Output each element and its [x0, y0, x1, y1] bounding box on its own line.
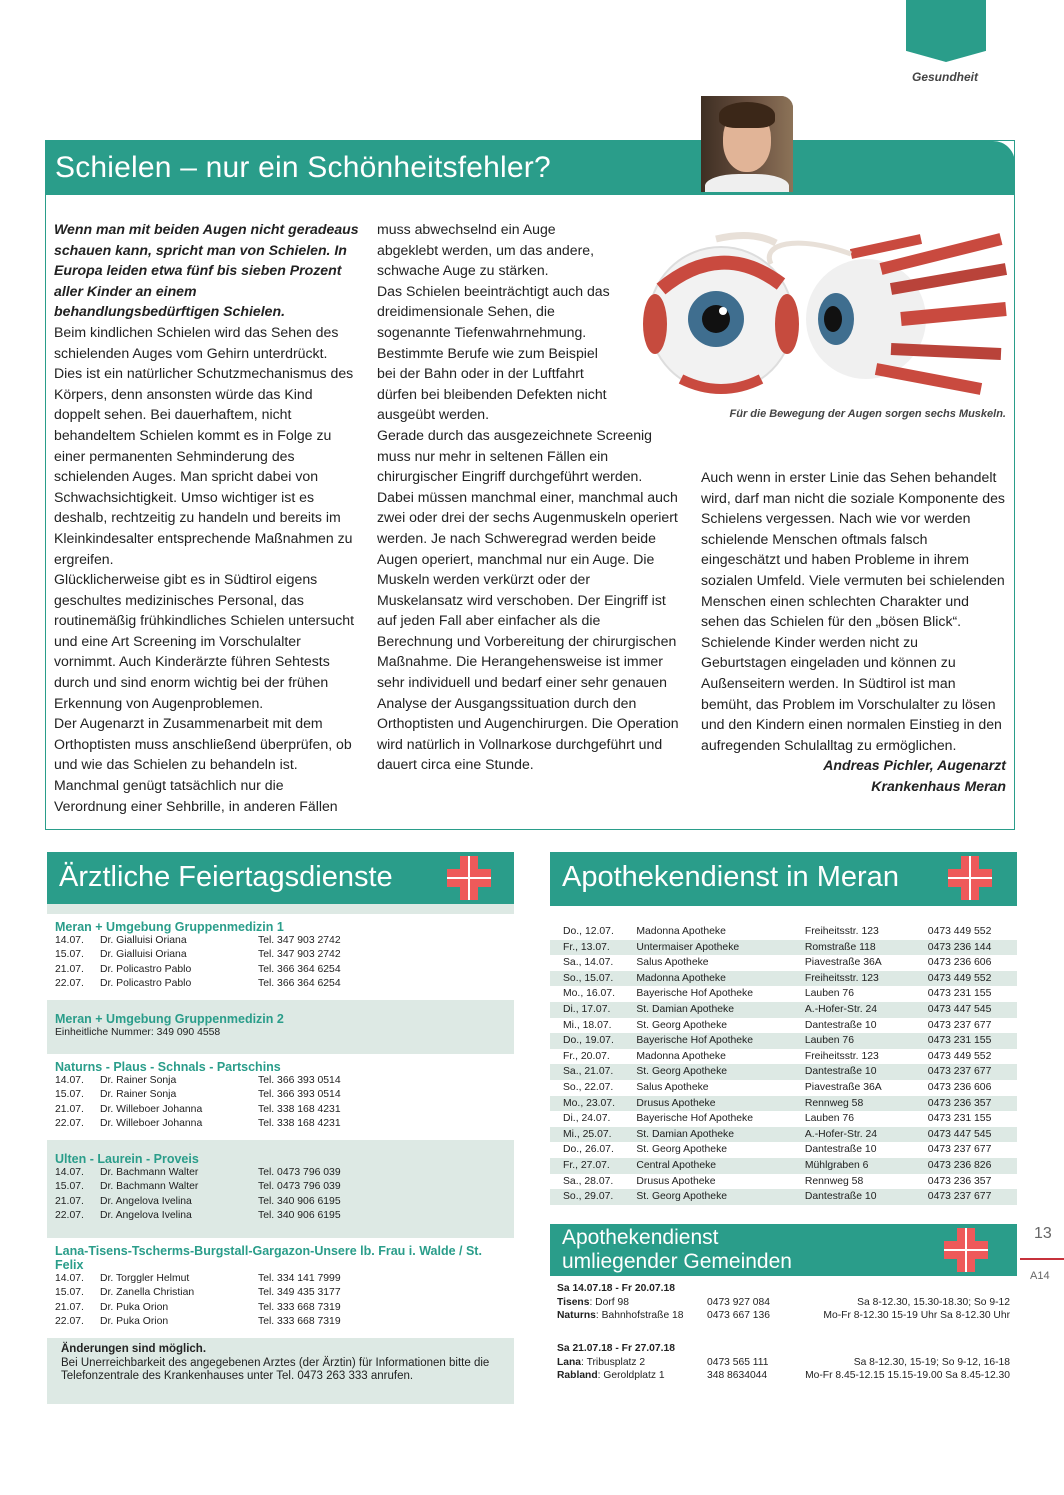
pharmacy-name: Drusus Apotheke: [636, 1097, 716, 1109]
phone: 0473 447 545: [927, 1128, 992, 1140]
phone: 0473 237 677: [927, 1191, 992, 1203]
doctor-group-title: Lana-Tisens-Tscherms-Burgstall-Gargazon-Unsere lb. Frau i. Walde / St. Felix: [55, 1244, 482, 1272]
date: Do., 12.07.: [563, 926, 614, 937]
date: 14.07.: [55, 1167, 84, 1178]
nearby-row: [557, 1309, 1010, 1323]
pharmacy-name: St. Georg Apotheke: [636, 1144, 728, 1156]
section-tab: [906, 0, 986, 62]
nearby-block: [550, 1342, 1017, 1383]
date: Sa., 21.07.: [563, 1066, 614, 1078]
phone: Tel. 366 364 6254: [258, 963, 341, 975]
doctor-group-title: Ulten - Laurein - Proveis: [55, 1152, 199, 1166]
nearby-title: [562, 1226, 792, 1274]
footer-title: Änderungen sind möglich.: [61, 1343, 207, 1355]
doctors-header: [47, 852, 514, 904]
phone: 0473 449 552: [927, 926, 992, 937]
town: Tisens: [557, 1296, 590, 1308]
phone: 0473 231 155: [927, 988, 992, 1000]
author-name: Andreas Pichler, Augenarzt: [823, 757, 1006, 774]
doctors-box: [47, 852, 514, 1404]
date: 15.07.: [55, 1181, 84, 1193]
town: Lana: [557, 1356, 582, 1368]
doctor-name: Dr. Gialluisi Oriana: [100, 949, 187, 961]
hours: Sa 8-12.30, 15.30-18.30; So 9-12: [857, 1296, 1010, 1308]
doctor-row: [55, 1088, 506, 1102]
pharmacy-row: [550, 1002, 1017, 1018]
date: 22.07.: [55, 1316, 84, 1328]
pharmacy-row: [550, 1158, 1017, 1174]
phone: 0473 927 084: [707, 1296, 770, 1308]
hours: Mo-Fr 8.45-12.15 15.15-19.00 Sa 8.45-12.30: [805, 1370, 1010, 1381]
date: 21.07.: [55, 1103, 84, 1115]
page-subnumber: A14: [1030, 1270, 1050, 1282]
location: [557, 1369, 707, 1383]
pharmacy-row: [550, 1189, 1017, 1205]
doctor-group: [47, 1146, 514, 1232]
phone: 0473 667 136: [707, 1310, 770, 1321]
phone: 0473 236 144: [927, 941, 992, 953]
doctor-name: Dr. Rainer Sonja: [100, 1089, 177, 1101]
address: Lauben 76: [804, 988, 854, 1000]
date: 21.07.: [55, 1301, 84, 1313]
pharmacy-header: [550, 852, 1017, 906]
doctor-row: [55, 1074, 506, 1088]
pharmacy-row: [550, 1018, 1017, 1034]
address: A.-Hofer-Str. 24: [804, 1128, 878, 1140]
pharmacy-title: Apothekendienst in Meran: [562, 861, 899, 893]
phone: 0473 449 552: [927, 972, 992, 984]
doctor-name: Dr. Policastro Pablo: [100, 963, 192, 975]
date: 14.07.: [55, 1273, 84, 1284]
phone: 0473 449 552: [927, 1050, 992, 1062]
doctor-row: [55, 1301, 506, 1315]
page-number: 13: [1034, 1225, 1052, 1242]
image-caption: Für die Bewegung der Augen sorgen sechs Muskeln.: [729, 408, 1006, 420]
footer-text: Bei Unerreichbarkeit des angegebenen Arztes (der Ärztin) für Informationen bitte die Telefonzentrale des Krankenhauses unter Tel. 0473 263 333 anrufen.: [61, 1356, 490, 1382]
doctor-row: [55, 1117, 506, 1131]
doctor-row: [55, 1286, 506, 1300]
pharmacy-row: [550, 986, 1017, 1002]
cross-icon: [447, 856, 491, 900]
address: Piavestraße 36A: [804, 957, 882, 969]
date: Mo., 16.07.: [563, 988, 615, 1000]
pharmacy-row: [550, 1111, 1017, 1127]
pharmacy-row: [550, 1049, 1017, 1065]
phone: 0473 236 357: [927, 1097, 992, 1109]
nearby-pharmacy-box: [550, 1224, 1017, 1404]
doctor-row: [55, 963, 506, 977]
date: 15.07.: [55, 949, 84, 961]
doctor-group: [47, 1054, 514, 1140]
date: 15.07.: [55, 1287, 84, 1299]
doctor-name: Dr. Rainer Sonja: [100, 1075, 177, 1086]
address: Rennweg 58: [804, 1175, 864, 1187]
doctor-row: [55, 977, 506, 991]
address: Dantestraße 10: [804, 1191, 877, 1203]
phone: 0473 236 357: [927, 1175, 992, 1187]
pharmacy-box: [550, 852, 1017, 1217]
pharmacy-row: [550, 1033, 1017, 1049]
pharmacy-name: St. Damian Apotheke: [636, 1003, 734, 1015]
phone: Tel. 338 168 4231: [258, 1118, 341, 1130]
doctor-group: [47, 1238, 514, 1338]
nearby-title-line: Apothekendienst: [562, 1226, 719, 1249]
pharmacy-name: Central Apotheke: [636, 1159, 717, 1171]
phone: 0473 236 826: [927, 1159, 992, 1171]
phone: Tel. 366 393 0514: [258, 1075, 341, 1086]
nearby-row: [557, 1296, 1010, 1310]
article-paragraph: Beim kindlichen Schielen wird das Sehen des schielenden Auges vom Gehirn unterdrückt. Dies ist ein natürlicher Schutzmechanismus des Körpers, denn ansonsten würde das Kind doppelt sehen. Bei dauerhaftem, nicht behandeltem Schielen kommt es in Folge zu einer permanenten Sehminderung des schielenden Auges. Man spricht dabei von Schwachsichtigkeit. Umso wichtiger ist es deshalb, rechtzeitig zu handeln und bereits im Kleinkindesalter entsprechende Maßnahmen zu ergreifen.: [54, 323, 354, 567]
address: : Dorf 98: [589, 1296, 629, 1308]
phone: Tel. 333 668 7319: [258, 1301, 341, 1313]
address: Piavestraße 36A: [804, 1081, 882, 1093]
pharmacy-row: [550, 924, 1017, 940]
date: 14.07.: [55, 935, 84, 946]
pharmacy-row: [550, 1080, 1017, 1096]
date: Sa., 14.07.: [563, 957, 614, 969]
article-paragraph: Auch wenn in erster Linie das Sehen behandelt wird, darf man nicht die soziale Komponente des Schielens vergessen. Nach wie vor werden schielende Menschen oftmals falsch eingeschätzt und haben Probleme in ihrem sozialen Umfeld. Viele vermuten bei schielenden Menschen einen schlechten Charakter und sehen das Schielen für den „bösen Blick“. Schielende Kinder werden nicht zu Geburtstagen eingeladen und können zu Außenseitern werden. In Südtirol ist man bemüht, das Problem im Vorschulalter zu lösen und den Kindern einen normalen Einstieg in den aufregenden Schulalltag zu ermöglichen.: [701, 469, 1005, 753]
date: 15.07.: [55, 1089, 84, 1101]
doctors-title: Ärztliche Feiertagsdienste: [59, 861, 393, 893]
date: Fr., 13.07.: [563, 941, 610, 953]
period: Sa 14.07.18 - Fr 20.07.18: [557, 1283, 675, 1294]
doctor-row: [55, 948, 506, 962]
date: 21.07.: [55, 1195, 84, 1207]
phone: 0473 565 111: [707, 1356, 769, 1368]
doctor-row: [55, 1166, 506, 1180]
date: 22.07.: [55, 978, 84, 990]
pharmacy-name: St. Damian Apotheke: [636, 1128, 734, 1140]
cross-icon: [948, 856, 992, 900]
article-paragraph: muss abwechselnd ein Auge abgeklebt werden, um das andere, schwache Auge zu stärken.: [377, 221, 595, 279]
phone: Tel. 347 903 2742: [258, 949, 341, 961]
address: Mühlgraben 6: [804, 1159, 869, 1171]
phone: 0473 237 677: [927, 1144, 992, 1156]
pharmacy-row: [550, 1096, 1017, 1112]
author-affiliation: Krankenhaus Meran: [871, 777, 1006, 794]
doctor-row: [55, 1180, 506, 1194]
doctor-row: [55, 934, 506, 948]
pharmacy-row: [550, 1064, 1017, 1080]
doctors-footer: [47, 1337, 514, 1392]
phone: Tel. 349 435 3177: [258, 1287, 341, 1299]
location: [557, 1356, 707, 1370]
pharmacy-row: [550, 940, 1017, 956]
date: Fr., 20.07.: [563, 1050, 610, 1062]
address: Rennweg 58: [804, 1097, 864, 1109]
pharmacy-row: [550, 971, 1017, 987]
doctor-name: Dr. Puka Orion: [100, 1316, 169, 1328]
phone: Tel. 340 906 6195: [258, 1210, 341, 1222]
pharmacy-row: [550, 1142, 1017, 1158]
article: [45, 140, 1015, 830]
doctor-name: Dr. Angelova Ivelina: [100, 1210, 192, 1222]
doctor-group: [47, 1006, 514, 1048]
address: Freiheitsstr. 123: [804, 926, 879, 937]
pharmacy-row: [550, 955, 1017, 971]
date: Do., 26.07.: [563, 1144, 614, 1156]
phone: 0473 447 545: [927, 1003, 992, 1015]
hours: Sa 8-12.30, 15-19; So 9-12, 16-18: [853, 1356, 1010, 1368]
article-paragraph: Das Schielen beeinträchtigt auch das dreidimensionale Sehen, die sogenannte Tiefenwahrnehmung. Bestimmte Berufe wie zum Beispiel bei der Bahn oder in der Luftfahrt dürfen bei bleibenden Defekten nicht ausgeübt werden.: [377, 282, 610, 423]
date: Mi., 18.07.: [563, 1019, 612, 1031]
location: [557, 1296, 707, 1310]
eye-muscles-illustration: [621, 229, 1011, 399]
pharmacy-name: Madonna Apotheke: [636, 1050, 726, 1062]
pharmacy-name: St. Georg Apotheke: [636, 1066, 728, 1078]
pharmacy-name: St. Georg Apotheke: [636, 1191, 728, 1203]
address: Romstraße 118: [804, 941, 876, 953]
nearby-row: [557, 1369, 1010, 1383]
doctor-row: [55, 1272, 506, 1286]
address: A.-Hofer-Str. 24: [804, 1003, 878, 1015]
address: : Bahnhofstraße 18: [595, 1310, 684, 1321]
date: Di., 24.07.: [563, 1113, 611, 1125]
author-portrait: [701, 96, 793, 192]
address: Dantestraße 10: [804, 1144, 877, 1156]
doctor-name: Dr. Torggler Helmut: [100, 1273, 190, 1284]
pharmacy-table: [550, 924, 1017, 1205]
doctor-name: Dr. Policastro Pablo: [100, 978, 192, 990]
phone: Tel. 0473 796 039: [258, 1167, 341, 1178]
doctor-row: [55, 1103, 506, 1117]
phone: 0473 237 677: [927, 1019, 992, 1031]
doctor-name: Dr. Willeboer Johanna: [100, 1103, 203, 1115]
date: So., 22.07.: [563, 1081, 614, 1093]
article-column-3: [701, 467, 1006, 797]
doctor-name: Dr. Bachmann Walter: [100, 1167, 199, 1178]
town: Rabland: [557, 1370, 598, 1381]
pharmacy-name: Bayerische Hof Apotheke: [636, 1113, 754, 1125]
section-label: Gesundheit: [911, 70, 978, 84]
date: Sa., 28.07.: [563, 1175, 614, 1187]
doctor-name: Dr. Bachmann Walter: [100, 1181, 199, 1193]
period: Sa 21.07.18 - Fr 27.07.18: [557, 1343, 675, 1354]
address: Lauben 76: [804, 1035, 854, 1047]
phone: Tel. 366 364 6254: [258, 978, 341, 990]
pharmacy-name: Drusus Apotheke: [636, 1175, 716, 1187]
article-title-bar: [46, 141, 1015, 195]
town: Naturns: [557, 1310, 596, 1321]
address: Freiheitsstr. 123: [804, 1050, 879, 1062]
phone: 0473 231 155: [927, 1035, 992, 1047]
pharmacy-name: Madonna Apotheke: [636, 972, 726, 984]
pharmacy-name: St. Georg Apotheke: [636, 1019, 728, 1031]
phone: 0473 237 677: [927, 1066, 992, 1078]
phone: Tel. 340 906 6195: [258, 1195, 341, 1207]
doctor-group-title: Meran + Umgebung Gruppenmedizin 1: [55, 920, 284, 934]
doctor-name: Dr. Gialluisi Oriana: [100, 935, 187, 946]
pharmacy-name: Salus Apotheke: [636, 957, 709, 969]
hours: Mo-Fr 8-12.30 15-19 Uhr Sa 8-12.30 Uhr: [823, 1310, 1010, 1321]
pharmacy-name: Untermaiser Apotheke: [636, 941, 740, 953]
nearby-title-line: umliegender Gemeinden: [562, 1250, 792, 1273]
address: Dantestraße 10: [804, 1066, 877, 1078]
doctor-group-title: Naturns - Plaus - Schnals - Partschins: [55, 1060, 281, 1074]
phone: 0473 236 606: [927, 1081, 992, 1093]
address: Lauben 76: [804, 1113, 854, 1125]
article-paragraph: Gerade durch das ausgezeichnete Screenig muss nur mehr in seltenen Fällen ein chirurgischer Eingriff durchgeführt werden. Dabei müssen manchmal einer, manchmal auch zwei oder drei der sechs Augenmuskeln operiert werden. Je nach Schweregrad werden beide Augen operiert, manchmal nur ein Auge. Die Muskeln werden verkürzt oder der Muskelansatz wird verschoben. Der Eingriff ist auf jeden Fall aber einfacher als die Berechnung und Vorbereitung der chirurgischen Maßnahme. Die Herangehensweise ist immer sehr individuell und bedarf einer sehr genauen Analyse der Ausgangssituation durch den Orthoptisten und Augenchirurgen. Die Operation wird natürlich in Vollnarkose durchgeführt und dauert circa eine Stunde.: [377, 426, 679, 773]
pharmacy-name: Bayerische Hof Apotheke: [636, 1035, 754, 1047]
date: Mo., 23.07.: [563, 1097, 615, 1109]
phone: Tel. 334 141 7999: [258, 1273, 341, 1284]
phone: 348 8634044: [707, 1370, 768, 1381]
article-title: Schielen – nur ein Schönheitsfehler?: [55, 151, 551, 184]
date: So., 29.07.: [563, 1191, 614, 1203]
doctor-group: [47, 914, 514, 1000]
address: Dantestraße 10: [804, 1019, 877, 1031]
pharmacy-row: [550, 1174, 1017, 1190]
phone: Tel. 347 903 2742: [258, 935, 341, 946]
article-paragraph: Glücklicherweise gibt es in Südtirol eigens geschultes medizinisches Personal, das routinemäßig frühkindliches Schielen untersucht und eine Art Screening im Vorschulalter vornimmt. Auch Kinderärzte führen Sehtests durch und sind enorm wichtig bei der frühen Erkennung von Augenproblemen.: [54, 571, 355, 711]
date: So., 15.07.: [563, 972, 614, 984]
phone: 0473 231 155: [927, 1113, 992, 1125]
article-column-1: [54, 219, 359, 816]
pharmacy-name: Salus Apotheke: [636, 1081, 709, 1093]
nearby-row: [557, 1356, 1010, 1370]
doctor-row: [55, 1195, 506, 1209]
doctor-group-note: Einheitliche Nummer: 349 090 4558: [55, 1027, 221, 1038]
phone: 0473 236 606: [927, 957, 992, 969]
phone: Tel. 338 168 4231: [258, 1103, 341, 1115]
pharmacy-row: [550, 1127, 1017, 1143]
doctor-row: [55, 1209, 506, 1223]
location: [557, 1309, 707, 1323]
address: : Tribusplatz 2: [581, 1356, 646, 1368]
pharmacy-name: Bayerische Hof Apotheke: [636, 988, 754, 1000]
pharmacy-name: Madonna Apotheke: [636, 926, 726, 937]
phone: Tel. 0473 796 039: [258, 1181, 341, 1193]
doctor-row: [55, 1315, 506, 1329]
doctor-name: Dr. Zanella Christian: [100, 1287, 195, 1299]
date: Mi., 25.07.: [563, 1128, 612, 1140]
date: 22.07.: [55, 1118, 84, 1130]
phone: Tel. 366 393 0514: [258, 1089, 341, 1101]
date: Fr., 27.07.: [563, 1159, 610, 1171]
date: 22.07.: [55, 1210, 84, 1222]
article-paragraph: Der Augenarzt in Zusammenarbeit mit dem Orthoptisten muss anschließend überprüfen, ob und wie das Schielen zu behandeln ist. Manchmal genügt tatsächlich nur die Verordnung einer Sehbrille, in anderen Fällen: [54, 715, 352, 814]
nearby-block: [550, 1282, 1017, 1323]
cross-icon: [944, 1228, 988, 1272]
nearby-header: [550, 1224, 1017, 1276]
page-rule: [1020, 1258, 1064, 1260]
address: : Geroldplatz 1: [597, 1370, 665, 1381]
date: 21.07.: [55, 963, 84, 975]
address: Freiheitsstr. 123: [804, 972, 879, 984]
doctor-name: Dr. Angelova Ivelina: [100, 1195, 192, 1207]
date: Do., 19.07.: [563, 1035, 614, 1047]
article-lead: Wenn man mit beiden Augen nicht geradeaus schauen kann, spricht man von Schielen. In Europa leiden etwa fünf bis sieben Prozent aller Kinder an einem behandlungsbedürftigen Schielen.: [54, 221, 359, 320]
date: Di., 17.07.: [563, 1003, 611, 1015]
doctor-name: Dr. Willeboer Johanna: [100, 1118, 203, 1130]
doctor-name: Dr. Puka Orion: [100, 1301, 169, 1313]
phone: Tel. 333 668 7319: [258, 1316, 341, 1328]
date: 14.07.: [55, 1075, 84, 1086]
doctor-group-title: Meran + Umgebung Gruppenmedizin 2: [55, 1012, 284, 1026]
